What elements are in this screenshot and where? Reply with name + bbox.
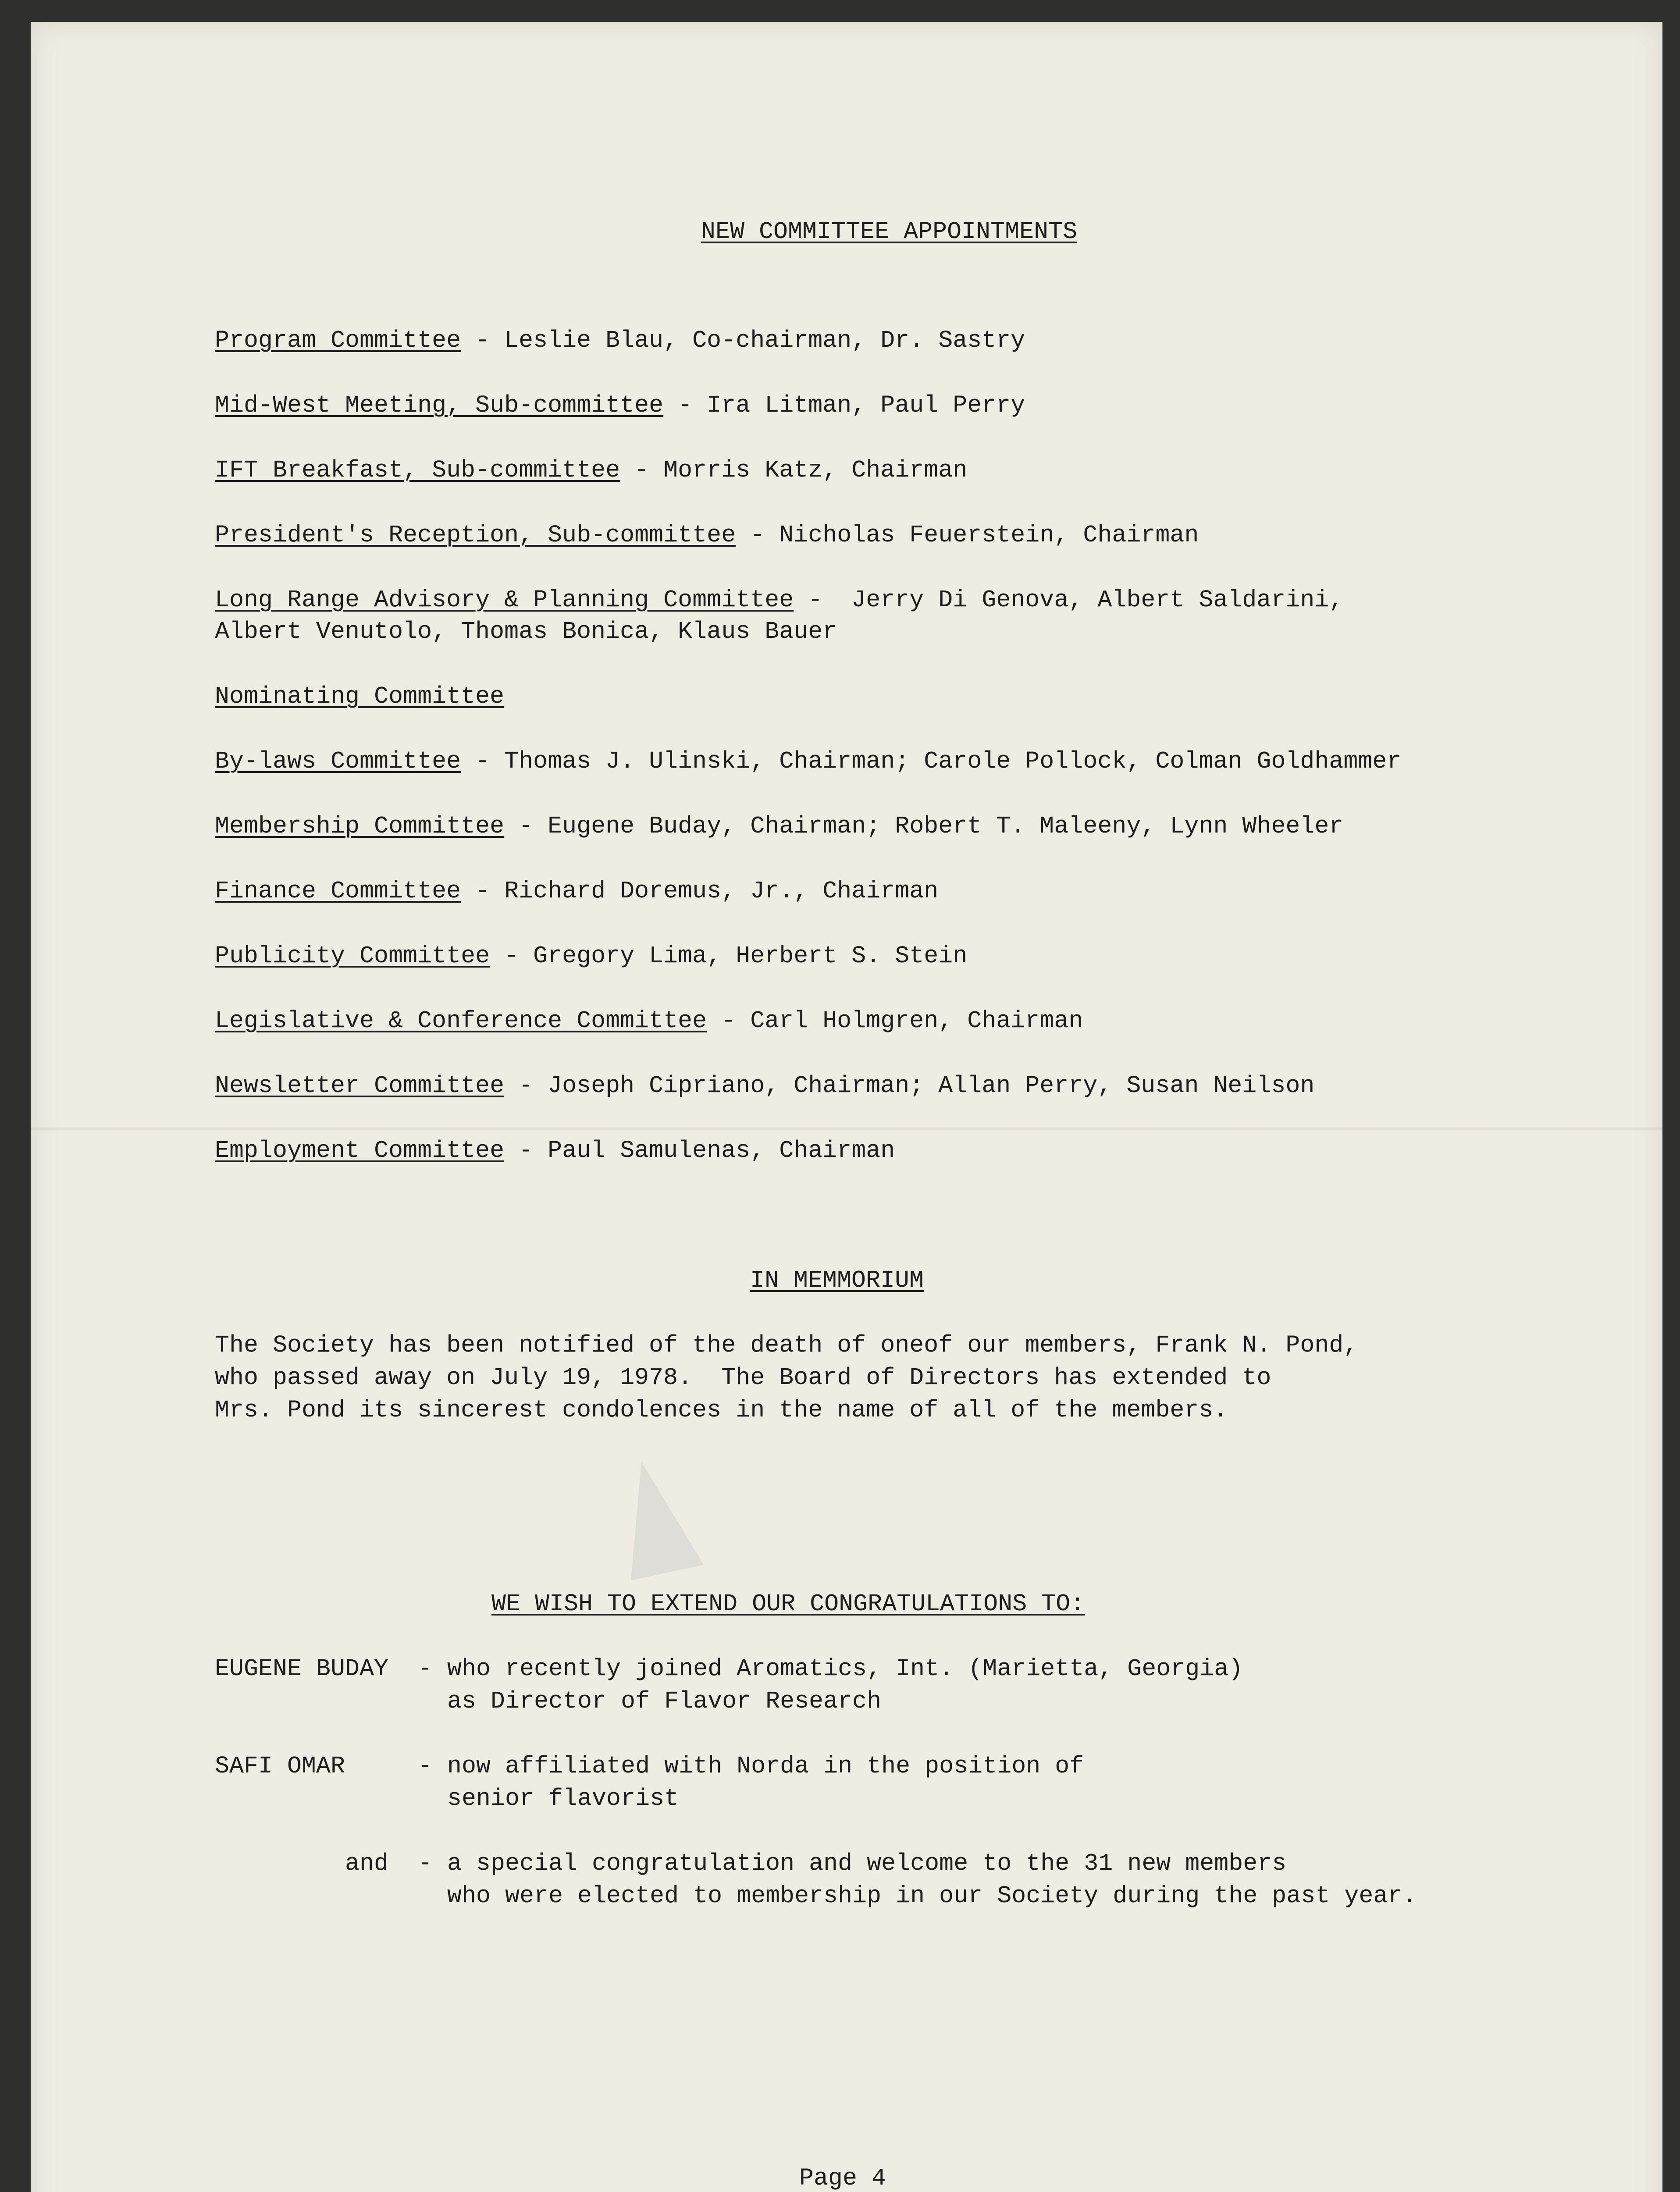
appointment-line bbox=[215, 1005, 1083, 1037]
congrats-text: now affiliated with Norda in the position of bbox=[447, 1752, 1084, 1780]
appointment-line bbox=[215, 811, 1343, 842]
memoriam-line: The Society has been notified of the death of oneof our members, Frank N. Pond, bbox=[215, 1331, 1358, 1359]
committee-members: - Joseph Cipriano, Chairman; Allan Perry, Susan Neilson bbox=[504, 1072, 1315, 1100]
appointment-line bbox=[215, 325, 1025, 356]
congrats-text: as Director of Flavor Research bbox=[447, 1687, 882, 1715]
tape-fragment bbox=[607, 1453, 704, 1580]
committee-name: Newsletter Committee bbox=[215, 1072, 505, 1100]
committee-name: Mid-West Meeting, Sub-committee bbox=[215, 391, 664, 419]
committee-members: - Gregory Lima, Herbert S. Stein bbox=[490, 942, 968, 970]
appointment-line bbox=[215, 940, 967, 972]
congrats-dash: - bbox=[418, 1655, 433, 1683]
congrats-heading: WE WISH TO EXTEND OUR CONGRATULATIONS TO: bbox=[491, 1590, 1085, 1618]
committee-name: Membership Committee bbox=[215, 812, 505, 840]
congrats-text: who recently joined Aromatics, Int. (Marietta, Georgia) bbox=[447, 1655, 1243, 1683]
committee-name: IFT Breakfast, Sub-committee bbox=[215, 456, 620, 484]
committee-members: - Jerry Di Genova, Albert Saldarini, bbox=[794, 586, 1344, 614]
page-number: Page 4 bbox=[799, 2164, 886, 2192]
congrats-name: EUGENE BUDAY bbox=[215, 1655, 389, 1683]
memoriam-line: who passed away on July 19, 1978. The Board of Directors has extended to bbox=[215, 1364, 1271, 1391]
appointment-line bbox=[215, 390, 1025, 421]
congrats-text: a special congratulation and welcome to the 31 new members bbox=[447, 1850, 1287, 1877]
memoriam-heading: IN MEMMORIUM bbox=[750, 1267, 924, 1294]
committee-name: Employment Committee bbox=[215, 1137, 505, 1164]
committee-name: Long Range Advisory & Planning Committee bbox=[215, 586, 794, 614]
committee-members: - Leslie Blau, Co-chairman, Dr. Sastry bbox=[461, 327, 1025, 354]
congrats-dash: - bbox=[418, 1850, 433, 1877]
appointment-line bbox=[215, 1070, 1314, 1102]
committee-members: - Paul Samulenas, Chairman bbox=[504, 1137, 895, 1164]
appointment-line bbox=[215, 875, 938, 907]
congrats-text: senior flavorist bbox=[447, 1785, 679, 1812]
appointment-line bbox=[215, 681, 504, 712]
congrats-name: SAFI OMAR bbox=[215, 1752, 345, 1780]
appointment-continuation: Albert Venutolo, Thomas Bonica, Klaus Bauer bbox=[215, 618, 837, 645]
committee-members: - Carl Holmgren, Chairman bbox=[707, 1007, 1083, 1035]
document-page bbox=[31, 22, 1662, 2192]
congrats-dash: - bbox=[418, 1752, 433, 1780]
appointment-line bbox=[215, 584, 1343, 616]
committee-members: - Richard Doremus, Jr., Chairman bbox=[461, 877, 939, 905]
congrats-text: who were elected to membership in our Society during the past year. bbox=[447, 1882, 1417, 1910]
committee-name: Publicity Committee bbox=[215, 942, 490, 970]
committee-name: Legislative & Conference Committee bbox=[215, 1007, 707, 1035]
paper-fold bbox=[31, 1127, 1662, 1131]
committee-members: - Nicholas Feuerstein, Chairman bbox=[736, 521, 1199, 549]
appointments-heading: NEW COMMITTEE APPOINTMENTS bbox=[701, 218, 1078, 246]
appointment-line bbox=[215, 455, 967, 486]
committee-members: - Ira Litman, Paul Perry bbox=[663, 391, 1025, 419]
congrats-name: and bbox=[345, 1850, 389, 1877]
appointment-line bbox=[215, 1135, 895, 1167]
appointment-line bbox=[215, 746, 1401, 777]
committee-name: By-laws Committee bbox=[215, 747, 461, 775]
committee-members: - Thomas J. Ulinski, Chairman; Carole Pollock, Colman Goldhammer bbox=[461, 747, 1402, 775]
committee-members: - Eugene Buday, Chairman; Robert T. Maleeny, Lynn Wheeler bbox=[504, 812, 1344, 840]
committee-name: President's Reception, Sub-committee bbox=[215, 521, 736, 549]
committee-name: Program Committee bbox=[215, 327, 461, 354]
committee-name: Nominating Committee bbox=[215, 683, 505, 710]
committee-members: - Morris Katz, Chairman bbox=[620, 456, 968, 484]
committee-name: Finance Committee bbox=[215, 877, 461, 905]
memoriam-line: Mrs. Pond its sincerest condolences in the name of all of the members. bbox=[215, 1396, 1228, 1424]
appointment-line bbox=[215, 520, 1199, 551]
